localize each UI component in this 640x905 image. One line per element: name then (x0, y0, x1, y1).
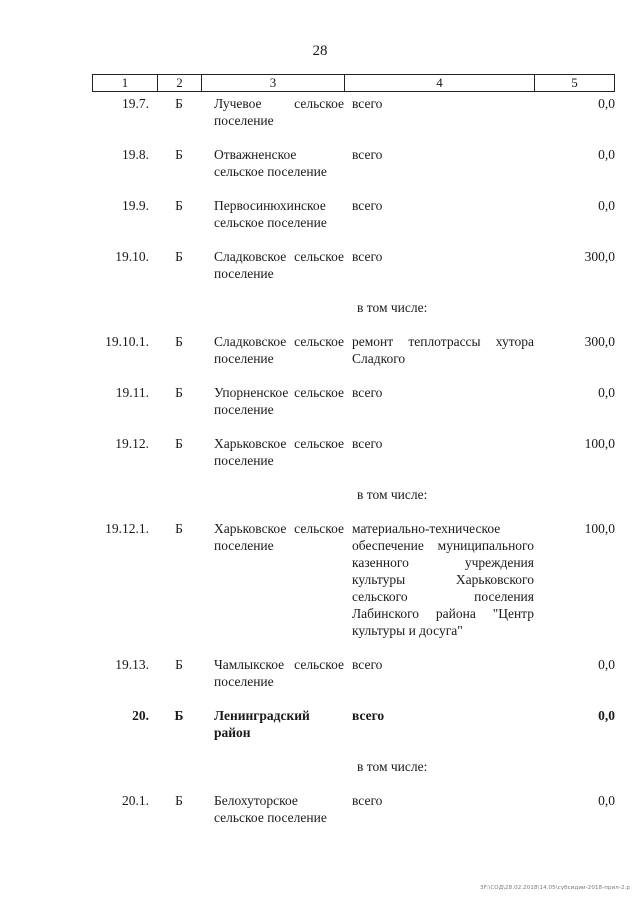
header-col-5: 5 (571, 75, 578, 90)
row-amount: 100,0 (584, 436, 615, 451)
row-number: 19.9. (122, 198, 149, 213)
row-number: 19.8. (122, 147, 149, 162)
row-number: 19.12. (115, 436, 149, 451)
row-name: Харьковское сельское поселение (214, 436, 344, 468)
row-group: Б (175, 198, 183, 213)
row-group: Б (175, 147, 183, 162)
header-col-4: 4 (345, 75, 535, 91)
including-row (92, 299, 615, 316)
row-purpose: всего (352, 147, 383, 162)
table-row (92, 95, 615, 129)
row-name: Сладковское сельское поселение (214, 334, 344, 366)
row-purpose: всего (352, 96, 383, 111)
table-row (92, 792, 615, 826)
row-purpose: всего (352, 385, 383, 400)
including-label: в том числе: (357, 300, 428, 315)
row-group: Б (175, 657, 183, 672)
row-amount: 0,0 (598, 96, 615, 111)
row-name: Первосинюхинское сельское поселение (214, 198, 327, 230)
row-purpose: материально-техническое обеспечение муниципального казенного учреждения культуры Харьковского сельского поселения Лабинского района "Центр культуры и досуга" (352, 521, 534, 638)
row-purpose: всего (352, 249, 383, 264)
row-number: 19.11. (115, 385, 149, 400)
row-name: Сладковское сельское поселение (214, 249, 344, 281)
row-name: Чамлыкское сельское поселение (214, 657, 344, 689)
row-name: Лучевое сельское поселение (214, 96, 344, 128)
table-body (92, 95, 615, 826)
row-purpose: всего (352, 793, 383, 808)
row-amount: 0,0 (598, 147, 615, 162)
row-number: 20. (132, 708, 149, 723)
table-row (92, 707, 615, 741)
row-amount: 0,0 (598, 657, 615, 672)
table-row (92, 656, 615, 690)
table-row (92, 520, 615, 639)
row-purpose: всего (352, 198, 383, 213)
row-purpose: всего (352, 708, 385, 723)
table-row (92, 435, 615, 469)
row-name: Упорненское сельское поселение (214, 385, 344, 417)
including-row (92, 758, 615, 775)
row-group: Б (175, 249, 183, 264)
including-label: в том числе: (357, 487, 428, 502)
row-amount: 0,0 (598, 793, 615, 808)
footer-stamp: 3F:\СОД\28.02.2018\14.05\субсидии-2018-прил-2.р (480, 885, 630, 891)
table-row (92, 248, 615, 282)
row-name: Ленинградский район (214, 708, 310, 740)
table-row (92, 384, 615, 418)
row-purpose: всего (352, 657, 383, 672)
table-row (92, 197, 615, 231)
row-name: Отважненское сельское поселение (214, 147, 327, 179)
row-number: 19.10. (115, 249, 149, 264)
row-group: Б (175, 793, 183, 808)
row-group: Б (175, 521, 183, 536)
row-group: Б (175, 334, 183, 349)
table-row (92, 146, 615, 180)
row-number: 20.1. (122, 793, 149, 808)
page-number: 28 (312, 43, 328, 59)
row-amount: 0,0 (598, 198, 615, 213)
row-amount: 300,0 (584, 249, 615, 264)
row-amount: 0,0 (598, 385, 615, 400)
header-col-1: 1 (93, 75, 158, 91)
row-group: Б (174, 708, 184, 723)
row-group: Б (175, 436, 183, 451)
row-purpose: всего (352, 436, 383, 451)
row-name: Белохуторское сельское поселение (214, 793, 327, 825)
row-group: Б (175, 385, 183, 400)
row-amount: 300,0 (584, 334, 615, 349)
row-number: 19.7. (122, 96, 149, 111)
row-name: Харьковское сельское поселение (214, 521, 344, 553)
row-number: 19.10.1. (105, 334, 149, 349)
including-row (92, 486, 615, 503)
row-number: 19.12.1. (105, 521, 149, 536)
table-header (92, 74, 615, 92)
row-number: 19.13. (115, 657, 149, 672)
row-amount: 0,0 (598, 708, 615, 723)
header-col-2: 2 (158, 75, 202, 91)
row-amount: 100,0 (584, 521, 615, 536)
row-group: Б (175, 96, 183, 111)
including-label: в том числе: (357, 759, 428, 774)
row-purpose: ремонт теплотрассы хутора Сладкого (352, 334, 534, 366)
table-row (92, 333, 615, 367)
header-col-3: 3 (202, 75, 345, 91)
